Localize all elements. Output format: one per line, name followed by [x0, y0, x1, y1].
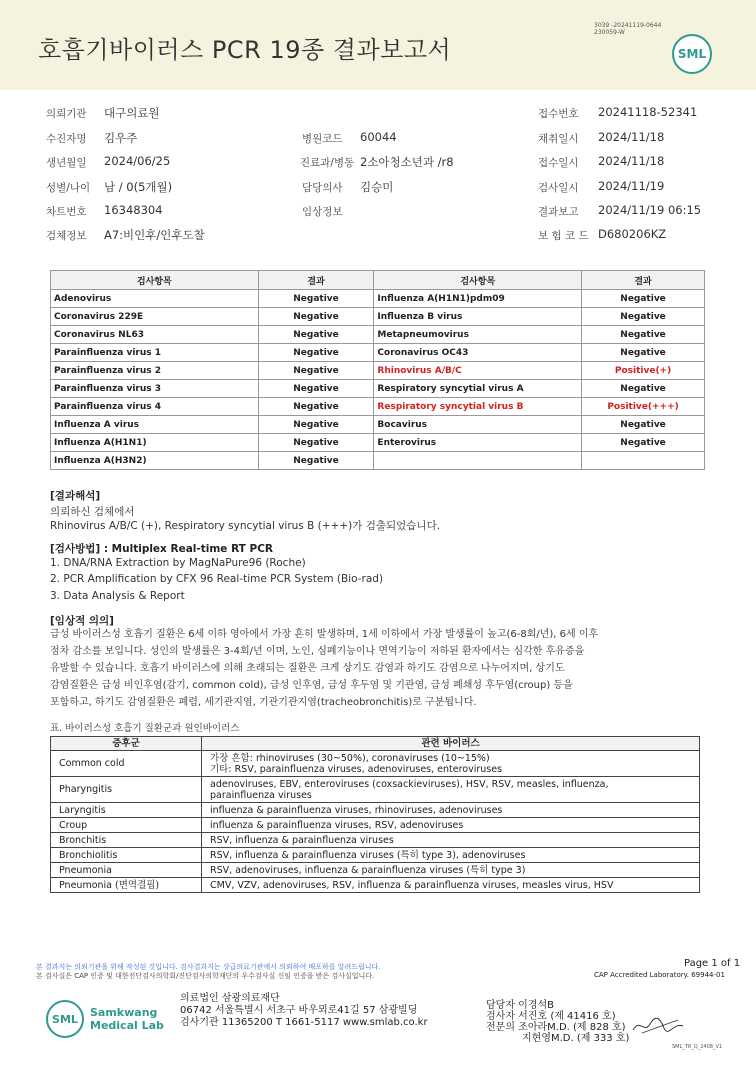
result-value: Negative	[582, 380, 705, 398]
disease-row	[51, 777, 700, 803]
viruses-cell	[202, 751, 700, 777]
result-item	[374, 452, 582, 470]
logo-text: SML	[677, 47, 707, 61]
footer-address	[180, 993, 428, 1029]
address-line: 의료법인 삼광의료재단	[180, 993, 280, 1004]
interpretation-line: Rhinovirus A/B/C (+), Respiratory syncytial virus B (+++)가 검출되었습니다.	[50, 520, 441, 532]
result-item: Bocavirus	[374, 416, 582, 434]
value-dept: 2소아청소년과 /r8	[360, 155, 454, 169]
value-specimen: A7:비인후/인후도찰	[104, 228, 205, 242]
result-value: Negative	[258, 434, 374, 452]
result-row	[51, 308, 705, 326]
method-step: 1. DNA/RNA Extraction by MagNaPure96 (Roche)	[50, 557, 306, 569]
value-insurance: D680206KZ	[598, 227, 667, 241]
viruses-line: RSV, adenoviruses, influenza & parainfluenza viruses (특히 type 3)	[210, 864, 526, 876]
method-step: 2. PCR Amplification by CFX 96 Real-time PCR System (Bio-rad)	[50, 573, 384, 585]
clinical-line: 포함하고, 하기도 감염질환은 폐렴, 세기관지염, 기관기관지염(tracheobronchitis)로 구분됩니다.	[50, 697, 477, 708]
clinical-heading: [임상적 의의]	[50, 615, 114, 627]
label-birth: 생년월일	[46, 157, 87, 169]
label-sex-age: 성별/나이	[46, 182, 91, 194]
result-value: Negative	[258, 344, 374, 362]
col-header-syndrome: 증후군	[51, 737, 202, 751]
label-doctor: 담당의사	[302, 182, 343, 194]
viruses-cell	[202, 818, 700, 833]
result-item: Enterovirus	[374, 434, 582, 452]
interpretation-heading: [결과해석]	[50, 490, 101, 502]
interpretation-line: 의뢰하신 검체에서	[50, 506, 135, 518]
clinical-paragraph	[50, 626, 700, 711]
footer-note: 본 결과지는 의뢰기관을 위해 작성된 것입니다. 검사결과지는 상급의료기관에서 의뢰하여 배포하를 알려드립니다.	[36, 963, 381, 971]
result-item: Parainfluenza virus 2	[51, 362, 259, 380]
viruses-line: RSV, influenza & parainfluenza viruses (특히 type 3), adenoviruses	[210, 849, 526, 861]
result-item: Coronavirus OC43	[374, 344, 582, 362]
result-row	[51, 380, 705, 398]
col-header-result: 결과	[582, 271, 705, 290]
page-number: Page 1 of 1	[684, 958, 741, 969]
document-number-line: 3039 -20241119-0644	[594, 22, 662, 29]
result-value: Negative	[258, 308, 374, 326]
report-title: 호흡기바이러스 PCR 19종 결과보고서	[38, 36, 452, 64]
staff-line: 전문의 조아라M.D. (제 828 호)	[486, 1022, 626, 1033]
col-header-item: 검사항목	[374, 271, 582, 290]
result-item: Influenza A(H3N2)	[51, 452, 259, 470]
result-value: Negative	[258, 398, 374, 416]
result-value: Negative	[258, 290, 374, 308]
staff-line: 담당자 이경석B	[486, 1000, 554, 1011]
result-item: Parainfluenza virus 3	[51, 380, 259, 398]
syndrome-cell: Pneumonia	[51, 863, 202, 878]
label-insurance: 보 험 코 드	[538, 230, 589, 242]
result-row	[51, 416, 705, 434]
disease-row	[51, 833, 700, 848]
disease-row	[51, 863, 700, 878]
viruses-cell	[202, 863, 700, 878]
viruses-line: 기타: RSV, parainfluenza viruses, adenoviruses, enteroviruses	[210, 763, 503, 775]
footer-brand	[90, 1006, 164, 1032]
label-chart: 차트번호	[46, 206, 87, 218]
report-header	[0, 0, 756, 90]
disease-row	[51, 803, 700, 818]
viruses-cell	[202, 878, 700, 893]
clinical-line: 감염질환은 급성 비인후염(감기, common cold), 급성 인후염, 급성 후두염 및 기관염, 급성 폐쇄성 후두염(croup) 등을	[50, 680, 573, 691]
label-test-date: 검사일시	[538, 182, 579, 194]
result-row	[51, 398, 705, 416]
result-item: Rhinovirus A/B/C	[374, 362, 582, 380]
label-hospital-code: 병원코드	[302, 133, 343, 145]
result-row	[51, 434, 705, 452]
document-number	[594, 22, 661, 36]
syndrome-cell: Bronchiolitis	[51, 848, 202, 863]
viruses-cell	[202, 848, 700, 863]
result-value: Negative	[582, 308, 705, 326]
value-doctor: 김승미	[360, 180, 394, 194]
label-specimen: 검체정보	[46, 230, 87, 242]
logo-text: SML	[52, 1013, 78, 1026]
label-institution: 의뢰기관	[46, 108, 87, 120]
footer-note: 본 검사실은 CAP 인증 및 대한진단검사의학회/진단검사의학재단의 우수검사실 신임 인증을 받은 검사실입니다.	[36, 972, 375, 980]
value-hospital-code: 60044	[360, 130, 397, 144]
label-receipt-date: 접수일시	[538, 157, 579, 169]
disease-header-row	[51, 737, 700, 751]
result-value: Positive(+++)	[582, 398, 705, 416]
viruses-line: RSV, influenza & parainfluenza viruses	[210, 834, 394, 846]
viruses-cell	[202, 803, 700, 818]
value-collection: 2024/11/18	[598, 130, 665, 144]
value-receipt-date: 2024/11/18	[598, 154, 665, 168]
result-item: Adenovirus	[51, 290, 259, 308]
staff-line: 검사자 서진호 (제 41416 호)	[486, 1011, 616, 1022]
result-item: Coronavirus NL63	[51, 326, 259, 344]
cap-accreditation: CAP Accredited Laboratory. 69944-01	[594, 971, 725, 979]
method-heading: [검사방법] : Multiplex Real-time RT PCR	[50, 543, 273, 555]
results-header-row	[51, 271, 705, 290]
disease-row	[51, 878, 700, 893]
label-receipt-no: 접수번호	[538, 108, 579, 120]
footer-sml-logo	[46, 1000, 84, 1038]
result-value: Negative	[582, 290, 705, 308]
result-row	[51, 326, 705, 344]
result-item: Parainfluenza virus 1	[51, 344, 259, 362]
result-item: Influenza A virus	[51, 416, 259, 434]
viruses-line: influenza & parainfluenza viruses, rhinoviruses, adenoviruses	[210, 804, 503, 816]
disease-table	[50, 736, 700, 893]
footer-staff	[486, 1000, 629, 1044]
result-value: Negative	[258, 362, 374, 380]
viruses-line: influenza & parainfluenza viruses, RSV, adenoviruses	[210, 819, 464, 831]
disease-row	[51, 848, 700, 863]
viruses-cell	[202, 833, 700, 848]
result-row	[51, 362, 705, 380]
brand-line: Samkwang	[90, 1006, 158, 1019]
disease-row	[51, 818, 700, 833]
address-line: 06742 서울특별시 서초구 바우뫼로41길 57 삼광빌딩	[180, 1005, 418, 1016]
result-item: Influenza A(H1N1)pdm09	[374, 290, 582, 308]
clinical-line: 유발할 수 있습니다. 호흡기 바이러스에 의해 초래되는 질환은 크게 상기도 감염과 하기도 감염으로 나누어지며, 상기도	[50, 663, 565, 674]
viruses-line: 가장 흔함: rhinoviruses (30~50%), coronaviruses (10~15%)	[210, 752, 490, 764]
label-recipient: 수진자명	[46, 133, 87, 145]
syndrome-cell: Bronchitis	[51, 833, 202, 848]
result-value: Negative	[258, 452, 374, 470]
value-institution: 대구의료원	[104, 106, 160, 120]
value-birth: 2024/06/25	[104, 154, 171, 168]
result-item: Coronavirus 229E	[51, 308, 259, 326]
results-table	[50, 270, 705, 470]
result-value: Negative	[582, 416, 705, 434]
value-sex-age: 남 / 0(5개월)	[104, 180, 173, 194]
value-receipt-no: 20241118-52341	[598, 105, 698, 119]
result-item: Respiratory syncytial virus A	[374, 380, 582, 398]
form-code: SML_TR_Q_2408_V1	[672, 1044, 723, 1050]
col-header-viruses: 관련 바이러스	[202, 737, 700, 751]
syndrome-cell: Pneumonia (면역결핍)	[51, 878, 202, 893]
label-report-date: 결과보고	[538, 206, 579, 218]
value-recipient: 김우주	[104, 131, 138, 145]
method-step: 3. Data Analysis & Report	[50, 590, 185, 602]
disease-table-caption: 표. 바이러스성 호흡기 질환군과 원인바이러스	[50, 723, 240, 734]
syndrome-cell: Pharyngitis	[51, 777, 202, 803]
result-row	[51, 344, 705, 362]
result-value: Negative	[582, 326, 705, 344]
label-clinical: 임상정보	[302, 206, 343, 218]
clinical-line: 급성 바이러스성 호흡기 질환은 6세 이하 영아에서 가장 흔히 발생하며, 1세 이하에서 가장 발생률이 높고(6-8회/년), 6세 이후	[50, 629, 599, 640]
result-row	[51, 452, 705, 470]
disease-row	[51, 751, 700, 777]
col-header-item: 검사항목	[51, 271, 259, 290]
syndrome-cell: Common cold	[51, 751, 202, 777]
label-collection: 채취일시	[538, 133, 579, 145]
viruses-cell	[202, 777, 700, 803]
syndrome-cell: Croup	[51, 818, 202, 833]
value-report-date: 2024/11/19 06:15	[598, 203, 702, 217]
result-item: Influenza A(H1N1)	[51, 434, 259, 452]
brand-line: Medical Lab	[90, 1019, 164, 1032]
staff-line: 지현영M.D. (제 333 호)	[522, 1033, 630, 1044]
result-value	[582, 452, 705, 470]
address-line: 검사기관 11365200 T 1661-5117 www.smlab.co.kr	[180, 1017, 428, 1028]
viruses-line: adenoviruses, EBV, enteroviruses (coxsackieviruses), HSV, RSV, measles, influenza,	[210, 778, 609, 790]
value-test-date: 2024/11/19	[598, 179, 665, 193]
result-item: Influenza B virus	[374, 308, 582, 326]
result-item: Respiratory syncytial virus B	[374, 398, 582, 416]
syndrome-cell: Laryngitis	[51, 803, 202, 818]
sml-logo	[672, 34, 712, 74]
viruses-line: parainfluenza viruses	[210, 789, 312, 801]
signature-image	[630, 1012, 686, 1038]
result-row	[51, 290, 705, 308]
col-header-result: 결과	[258, 271, 374, 290]
result-value: Positive(+)	[582, 362, 705, 380]
result-value: Negative	[582, 344, 705, 362]
document-number-line: 230059-W	[594, 29, 625, 36]
value-chart: 16348304	[104, 203, 163, 217]
result-item: Metapneumovirus	[374, 326, 582, 344]
clinical-line: 점차 감소를 보입니다. 성인의 발생률은 3-4회/년 이며, 노인, 심폐기능이나 면역기능이 저하된 환자에서는 심각한 후유증을	[50, 646, 585, 657]
viruses-line: CMV, VZV, adenoviruses, RSV, influenza & parainfluenza viruses, measles virus, HSV	[210, 879, 614, 891]
label-dept: 진료과/병동	[300, 157, 355, 169]
result-value: Negative	[258, 326, 374, 344]
result-item: Parainfluenza virus 4	[51, 398, 259, 416]
result-value: Negative	[258, 380, 374, 398]
result-value: Negative	[258, 416, 374, 434]
result-value: Negative	[582, 434, 705, 452]
